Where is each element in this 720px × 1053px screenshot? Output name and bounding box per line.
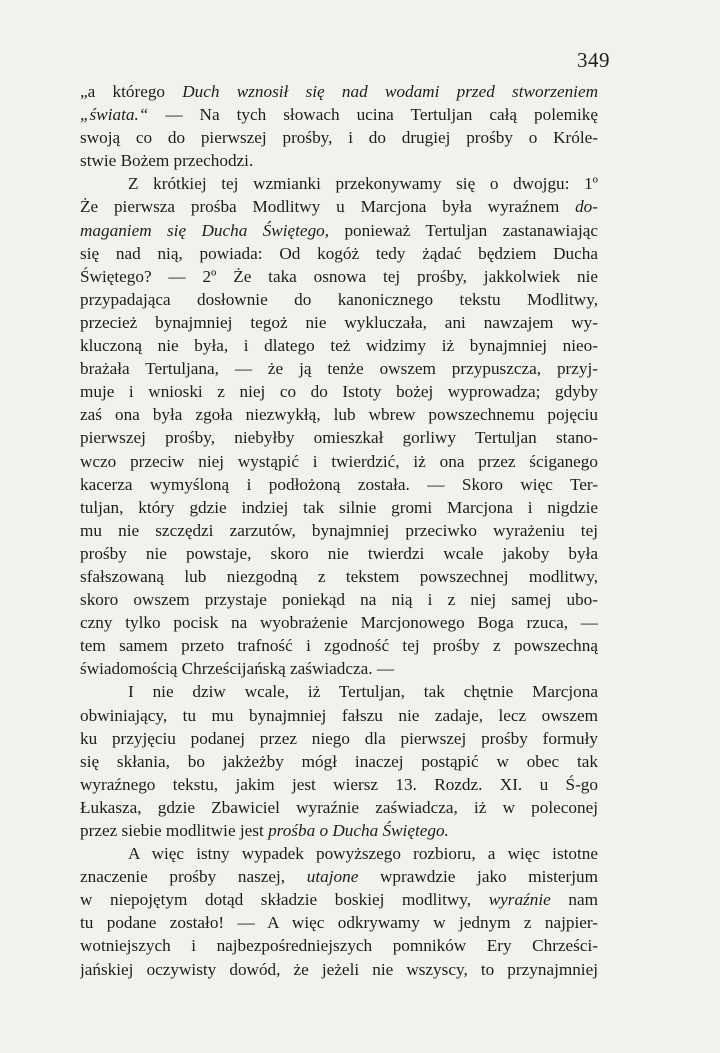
text-line (80, 888, 598, 911)
text-segment: zaś ona była zgoła niezwykłą, lub wbrew powszechnemu pojęciu (80, 405, 598, 425)
text-line (80, 473, 598, 496)
italic-text: maganiem się Ducha Świętego, (80, 220, 330, 240)
italic-text: prośba o Ducha Świętego. (268, 821, 449, 840)
text-segment: prośby nie powstaje, skoro nie twierdzi wcale jakoby była (80, 543, 598, 563)
text-line (80, 242, 598, 265)
text-line (80, 334, 598, 357)
text-line (80, 357, 598, 380)
text-segment: brażała Tertuljana, — że ją tenże owszem przypuszcza, przyj- (80, 359, 598, 379)
italic-text: utajone (306, 867, 359, 887)
text-segment: ku przyjęciu podanej przez niego dla pierwszej prośby formuły (80, 728, 598, 748)
text-line (80, 450, 598, 473)
text-line (80, 219, 598, 242)
text-line (80, 265, 598, 288)
text-segment: wprawdzie jako misterjum (358, 867, 598, 887)
text-segment: jańskiej oczywisty dowód, że jeżeli nie wszyscy, to przynajmniej (80, 959, 598, 979)
text-line (80, 496, 598, 519)
text-segment: się nad nią, powiada: Od kogóż tedy żądać będziem Ducha (80, 243, 598, 263)
text-line (80, 103, 598, 126)
text-segment: sfałszowaną lub niezgodną z tekstem powszechnej modlitwy, (80, 566, 598, 586)
text-segment: się skłania, bo jakżeżby mógł inaczej postąpić w obec tak (80, 751, 598, 771)
text-segment: Z krótkiej tej wzmianki przekonywamy się o dwojgu: 1º (128, 174, 598, 194)
text-line (80, 426, 598, 449)
text-line (80, 911, 598, 934)
text-line (80, 195, 598, 218)
text-segment: Łukasza, gdzie Zbawiciel wyraźnie zaświadcza, iż w poleconej (80, 797, 598, 817)
text-segment: Świętego? — 2º Że taka osnowa tej prośby, jakkolwiek nie (80, 266, 598, 286)
text-segment: — Na tych słowach ucina Tertuljan całą polemikę (148, 105, 598, 125)
text-segment: skoro owszem przystaje poniekąd na nią i z niej samej ubo- (80, 590, 598, 610)
text-line (80, 588, 598, 611)
text-segment: A więc istny wypadek powyższego rozbioru, a więc istotne (128, 844, 598, 864)
text-segment: stwie Bożem przechodzi. (80, 151, 254, 171)
text-line (80, 149, 598, 172)
text-segment: nam (550, 890, 598, 910)
text-segment: Że pierwsza prośba Modlitwy u Marcjona była wyraźnem (80, 197, 576, 217)
text-segment: znaczenie prośby naszej, (80, 867, 307, 887)
text-segment: kluczoną nie była, i dlatego też widzimy iż bynajmniej nieo- (80, 336, 598, 356)
text-segment: tem samem przeto trafność i zgodność tej prośby z powszechną (80, 636, 598, 656)
text-segment: przez siebie modlitwie jest (80, 821, 269, 840)
text-line (80, 519, 598, 542)
text-line (80, 773, 598, 796)
text-line (80, 565, 598, 588)
text-segment: kacerza wymyśloną i podłożoną została. — Skoro więc Ter- (80, 474, 598, 494)
text-segment: „a którego (80, 82, 183, 101)
text-line (80, 680, 598, 703)
text-line (80, 403, 598, 426)
text-segment: wyraźnego tekstu, jakim jest wiersz 13. Rozdz. XI. u Ś-go (80, 774, 598, 794)
text-segment: tu podane zostało! — A więc odkrywamy w jednym z najpier- (80, 913, 598, 933)
text-line (80, 958, 598, 981)
italic-text: do- (575, 197, 598, 217)
text-line (80, 865, 598, 888)
text-line (80, 311, 598, 334)
italic-text: wyraźnie (488, 890, 551, 910)
text-line (80, 796, 598, 819)
body-text (80, 80, 598, 981)
text-line (80, 704, 598, 727)
text-segment: tuljan, który gdzie indziej tak silnie gromi Marcjona i nigdzie (80, 497, 598, 517)
text-segment: obwiniający, tu mu bynajmniej fałszu nie zadaje, lecz owszem (80, 705, 598, 725)
text-segment: mu nie szczędzi zarzutów, bynajmniej przeciwko wyrażeniu tej (80, 520, 598, 540)
text-line (80, 750, 598, 773)
text-segment: swoją co do pierwszej prośby, i do drugiej prośby o Króle- (80, 128, 598, 148)
text-line (80, 380, 598, 403)
text-segment: przypadająca dosłownie do kanonicznego tekstu Modlitwy, (80, 289, 598, 309)
text-segment: muje i wnioski z niej co do Istoty bożej wyprowadza; gdyby (80, 382, 598, 402)
text-line (80, 934, 598, 957)
text-segment: czny tylko pocisk na wyobrażenie Marcjonowego Boga rzuca, — (80, 613, 598, 633)
text-line (80, 542, 598, 565)
text-line (80, 657, 598, 680)
text-line (80, 611, 598, 634)
text-line (80, 842, 598, 865)
page-number: 349 (577, 48, 610, 72)
text-segment: w niepojętym dotąd składzie boskiej modlitwy, (80, 890, 489, 910)
text-line (80, 80, 598, 103)
italic-text: „świata.“ (80, 105, 149, 125)
text-line (80, 727, 598, 750)
text-segment: I nie dziw wcale, iż Tertuljan, tak chętnie Marcjona (128, 682, 598, 702)
text-segment: świadomością Chrześcijańską zaświadcza. — (80, 659, 395, 679)
text-line (80, 288, 598, 311)
text-segment: przecież bynajmniej tegoż nie wykluczała, ani nawzajem wy- (80, 312, 598, 332)
text-line (80, 172, 598, 195)
text-segment: wotniejszych i najbezpośredniejszych pomników Ery Chrześci- (80, 936, 598, 956)
text-segment: wczo przeciw niej wystąpić i twierdzić, iż ona przez ściganego (80, 451, 598, 471)
text-line (80, 819, 598, 842)
text-segment: ponieważ Tertuljan zastanawiając (329, 220, 598, 240)
text-line (80, 126, 598, 149)
italic-text: Duch wznosił się nad wodami przed stworzeniem (182, 82, 598, 101)
text-line (80, 634, 598, 657)
text-segment: pierwszej prośby, niebyłby omieszkał gorliwy Tertuljan stano- (80, 428, 598, 448)
